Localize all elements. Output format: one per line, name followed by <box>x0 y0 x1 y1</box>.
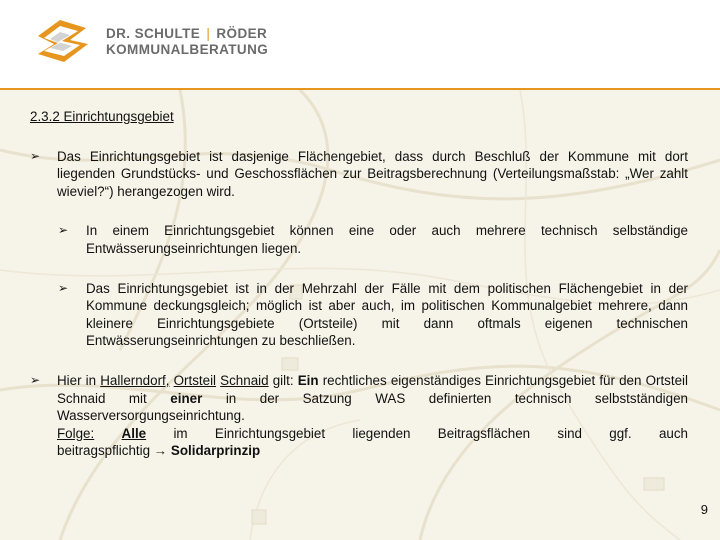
arrow-bullet-icon: ➢ <box>58 223 69 238</box>
bullet-multiple-facilities <box>30 222 688 257</box>
text-folge: Folge: <box>57 425 95 441</box>
text-hallerndorf: Hallerndorf, <box>100 372 170 388</box>
text-hier-in: Hier in <box>57 372 97 388</box>
bullet-einrichtungsgebiet-definition <box>30 148 688 201</box>
text-ortsteil: Ortsteil <box>173 372 217 388</box>
folge-line <box>57 425 688 443</box>
slide-content <box>30 100 688 460</box>
company-name <box>106 26 268 58</box>
bullet-text: Das Einrichtungsgebiet ist dasjenige Flächengebiet, dass durch Beschluß der Kommune mit dort liegenden Grundstücks- und Geschossflächen zur Beitragsberechnung (Verteilungsmaßstab: „Wer zahlt wieviel?“) herangezogen wird. <box>57 148 688 199</box>
text-rest-1: rechtliches eigenständiges Einrichtungsgebiet für den Ortsteil Schnaid mit <box>57 372 688 406</box>
company-logo-icon <box>30 14 94 72</box>
bullet-text: Das Einrichtungsgebiet ist in der Mehrzahl der Fälle mit dem politischen Flächengebiet in der Kommune deckungsgleich; möglich ist aber auch, im politischen Kommunalgebiet mehrere, dann kleinere Einrichtungsgebiete (Ortsteile) mit dann oftmals eigenen technischen Entwässerungseinrichtungen zu beschließen. <box>86 280 688 349</box>
arrow-bullet-icon: ➢ <box>30 148 41 163</box>
logo-text-roeder: RÖDER <box>216 26 268 41</box>
header <box>0 0 720 88</box>
text-einer: einer <box>170 390 203 406</box>
conclusion-line <box>57 442 688 460</box>
arrow-bullet-icon: ➢ <box>58 280 69 295</box>
bullet-hallerndorf-schnaid <box>30 372 688 460</box>
text-schnaid: Schnaid <box>220 372 269 388</box>
text-ein: Ein <box>297 372 319 388</box>
logo-line-2: KOMMUNALBERATUNG <box>106 42 269 57</box>
text-beitragspflichtig: beitragspflichtig <box>57 443 151 459</box>
text-alle: Alle <box>121 425 147 441</box>
logo-text-schulte: DR. SCHULTE <box>106 26 201 41</box>
logo-line-1 <box>106 26 268 42</box>
logo-separator: | <box>206 26 211 41</box>
section-title: 2.3.2 Einrichtungsgebiet <box>30 109 174 124</box>
text-solidarprinzip: Solidarprinzip <box>170 443 261 459</box>
text-gilt: gilt: <box>272 372 294 388</box>
arrow-bullet-icon: ➢ <box>30 372 41 387</box>
page-number: 9 <box>700 502 708 517</box>
text-rest-3: im Einrichtungsgebiet liegenden Beitragsflächen sind ggf. auch <box>173 425 688 441</box>
bullet-political-area <box>30 280 688 350</box>
text-rest-2: in der Satzung WAS definierten technisch selbstständigen Wasserversorgungseinrichtung. <box>57 390 688 424</box>
right-arrow-icon: → <box>153 443 168 459</box>
bullet-text: In einem Einrichtungsgebiet können eine oder auch mehrere technisch selbständige Entwässerungseinrichtungen liegen. <box>86 223 688 256</box>
